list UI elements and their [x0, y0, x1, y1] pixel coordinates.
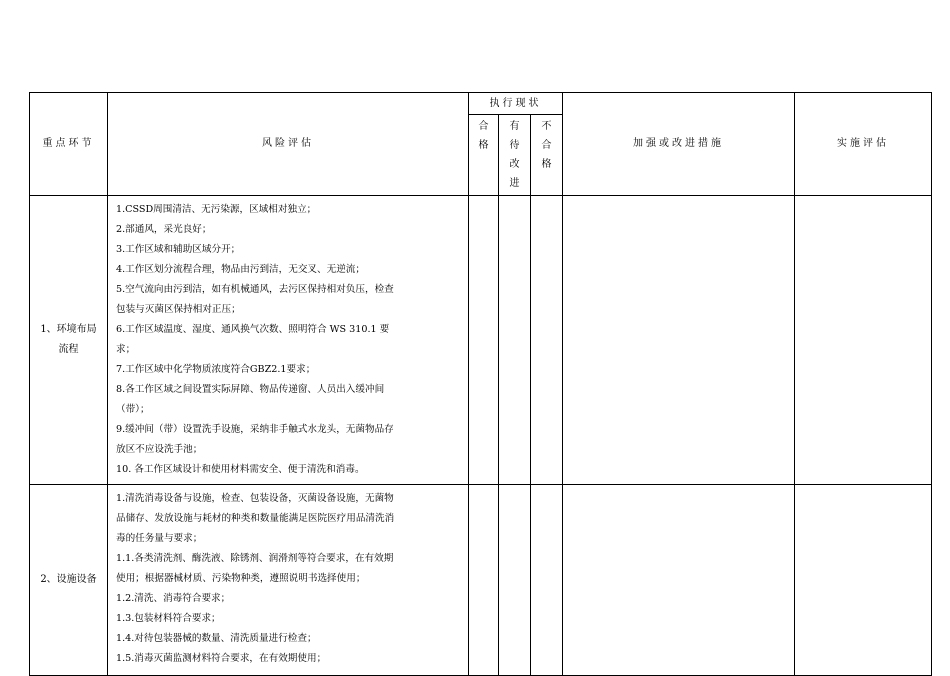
header-qualified-cell — [469, 115, 499, 196]
header-unqualified-char: 合 — [541, 140, 552, 151]
improvement-measures-cell[interactable] — [563, 485, 795, 676]
risk-line: 5.空气流向由污到洁，如有机械通风，去污区保持相对负压，检查 — [116, 284, 394, 295]
qualified-cell[interactable] — [469, 196, 499, 485]
header-pending-cell — [499, 115, 531, 196]
unqualified-cell[interactable] — [531, 196, 563, 485]
header-pending-char: 进 — [509, 178, 520, 189]
header-pending-char: 有 — [509, 121, 520, 132]
risk-line: 10. 各工作区域设计和使用材料需安全、便于清洗和消毒。 — [116, 464, 365, 475]
header-pending-char: 待 — [509, 140, 520, 151]
implementation-evaluation-cell[interactable] — [795, 196, 932, 485]
header-unqualified-char: 格 — [541, 159, 552, 170]
header-risk-assessment: 风险评估 — [262, 138, 314, 149]
risk-line: 1.1.各类清洗剂、酶洗液、除锈剂、润滑剂等符合要求，在有效期 — [116, 553, 394, 564]
risk-line: 9.缓冲间（带）设置洗手设施，采纳非手触式水龙头，无菌物品存 — [116, 424, 394, 435]
header-unqualified — [531, 117, 562, 174]
risk-assessment-cell — [108, 196, 469, 485]
risk-line: 1.2.清洗、消毒符合要求； — [116, 593, 231, 604]
pending-improvement-cell[interactable] — [499, 196, 531, 485]
qualified-cell[interactable] — [469, 485, 499, 676]
risk-line: 8.各工作区域之间设置实际屏障、物品传递窗、人员出入缓冲间 — [116, 384, 385, 395]
header-pending-improvement — [499, 117, 530, 193]
risk-line: 1.5.消毒灭菌监测材料符合要求，在有效期使用； — [116, 653, 327, 664]
risk-line: 1.CSSD周围清洁、无污染源，区域相对独立； — [116, 204, 317, 215]
risk-line: 4.工作区划分流程合理，物品由污到洁，无交叉、无逆流； — [116, 264, 365, 275]
header-qualified — [469, 117, 498, 155]
header-qualified-char: 合 — [478, 121, 489, 132]
risk-line: 包装与灭菌区保持相对正压； — [116, 304, 241, 315]
header-key-link-cell — [30, 93, 108, 196]
header-risk-cell — [108, 93, 469, 196]
implementation-evaluation-cell[interactable] — [795, 485, 932, 676]
header-pending-char: 改 — [509, 159, 520, 170]
risk-line: 毒的任务量与要求； — [116, 533, 203, 544]
section-label-cell — [30, 196, 108, 485]
risk-line: 放区不应设洗手池； — [116, 444, 203, 455]
pending-improvement-cell[interactable] — [499, 485, 531, 676]
table-row — [30, 485, 932, 676]
risk-assessment-cell — [108, 485, 469, 676]
table-row — [30, 196, 932, 485]
header-measures-cell — [563, 93, 795, 196]
risk-line: 7.工作区域中化学物质浓度符合GBZ2.1要求； — [116, 364, 316, 375]
header-execution-status: 执行现状 — [489, 97, 542, 109]
header-unqualified-cell — [531, 115, 563, 196]
improvement-measures-cell[interactable] — [563, 196, 795, 485]
header-improvement-measures: 加强或改进措施 — [633, 138, 725, 149]
section-label: 2、设施设备 — [40, 574, 97, 585]
risk-line: 3.工作区域和辅助区域分开； — [116, 244, 241, 255]
risk-line: （带）； — [116, 404, 150, 415]
risk-line: 品储存、发放设施与耗材的种类和数量能满足医院医疗用品清洗消 — [116, 513, 395, 524]
risk-line: 1.3.包装材料符合要求； — [116, 613, 221, 624]
risk-line: 1.清洗消毒设备与设施，检查、包装设备，灭菌设备设施，无菌物 — [116, 493, 394, 504]
risk-line: 2.部通风，采光良好； — [116, 224, 212, 235]
header-implementation-cell — [795, 93, 932, 196]
risk-line: 求； — [116, 344, 136, 355]
header-execution-status-cell — [469, 93, 563, 115]
section-label: 1、环境布局 — [40, 324, 97, 335]
header-key-link: 重点环节 — [42, 138, 95, 149]
header-unqualified-char: 不 — [541, 121, 552, 132]
risk-evaluation-table — [29, 92, 932, 676]
unqualified-cell[interactable] — [531, 485, 563, 676]
header-implementation-evaluation: 实施评估 — [837, 138, 890, 149]
risk-line: 1.4.对待包装器械的数量、清洗质量进行检查； — [116, 633, 317, 644]
section-label: 流程 — [58, 344, 79, 355]
header-row-top — [30, 93, 932, 115]
risk-line: 6.工作区域温度、湿度、通风换气次数、照明符合 WS 310.1 要 — [116, 324, 390, 335]
risk-line: 使用；根据器械材质、污染物种类，遵照说明书选择使用； — [116, 573, 366, 584]
section-label-cell — [30, 485, 108, 676]
header-qualified-char: 格 — [478, 140, 489, 151]
